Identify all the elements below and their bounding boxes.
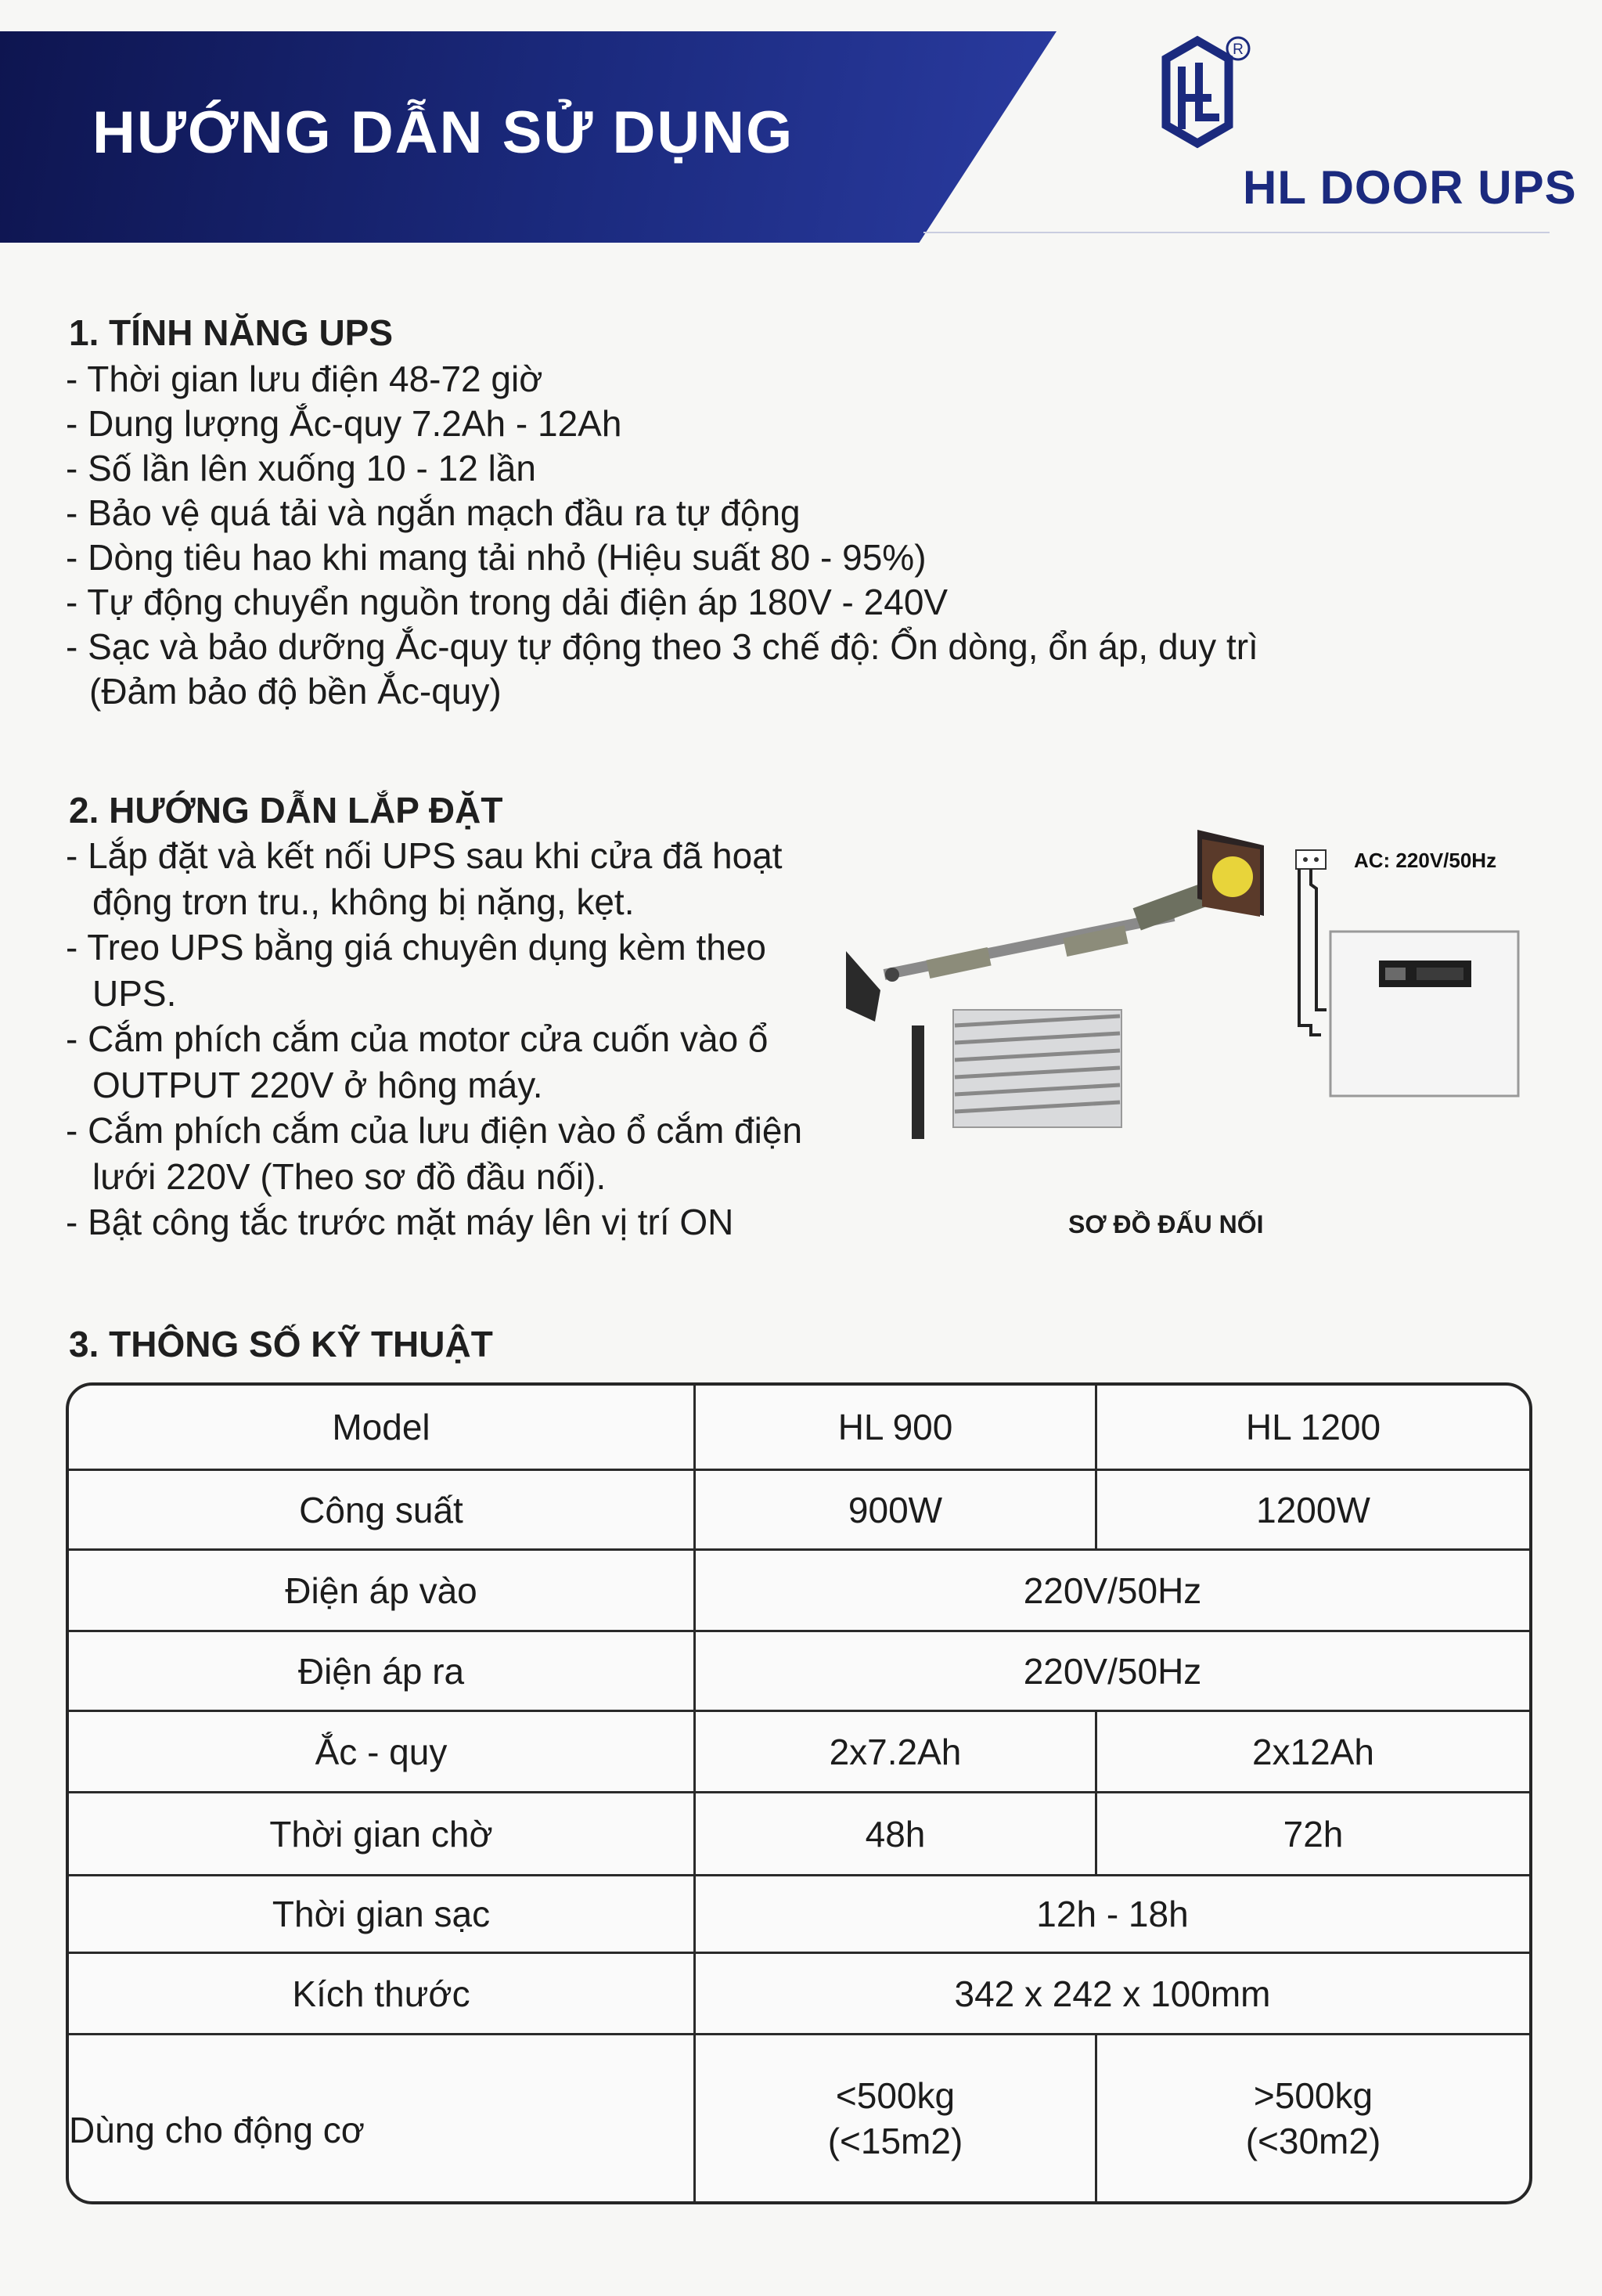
table-cell-line: (<15m2) (827, 2121, 963, 2161)
spec-table (66, 1382, 1532, 2204)
list-item: - Số lần lên xuống 10 - 12 lần (66, 448, 536, 488)
table-row-label: Công suất (69, 1471, 696, 1551)
install-list (66, 833, 802, 1245)
list-item: - Dòng tiêu hao khi mang tải nhỏ (Hiệu suất 80 - 95%) (66, 537, 927, 578)
wiring-diagram (837, 814, 1542, 1159)
list-item: - Sạc và bảo dưỡng Ắc-quy tự động theo 3 chế độ: Ổn dòng, ổn áp, duy trì (66, 626, 1258, 667)
table-cell: 72h (1097, 1793, 1529, 1876)
list-item: - Bật công tắc trước mặt máy lên vị trí ON (66, 1202, 734, 1242)
table-cell-line: (<30m2) (1245, 2121, 1381, 2161)
table-cell: 48h (696, 1793, 1097, 1876)
table-cell: 12h - 18h (696, 1876, 1529, 1954)
page-title: HƯỚNG DẪN SỬ DỤNG (92, 99, 794, 166)
list-item: - Bảo vệ quá tải và ngắn mạch đầu ra tự động (66, 492, 801, 533)
table-header-cell: HL 1200 (1097, 1386, 1529, 1471)
door-curtain-icon (953, 1010, 1121, 1127)
guide-post-icon (912, 1025, 924, 1139)
wall-socket-icon (1296, 850, 1326, 869)
list-item: - Dung lượng Ắc-quy 7.2Ah - 12Ah (66, 403, 622, 444)
motor-icon (1197, 830, 1264, 917)
header (0, 0, 1602, 235)
table-cell-line: <500kg (835, 2075, 956, 2116)
table-row-label: Dùng cho động cơ (69, 2035, 696, 2201)
diagram-caption: SƠ ĐỒ ĐẤU NỐI (1068, 1210, 1264, 1238)
table-cell: 900W (696, 1471, 1097, 1551)
table-header-cell: Model (69, 1386, 696, 1471)
table-cell: 220V/50Hz (696, 1551, 1529, 1632)
list-item: động trơn tru., không bị nặng, kẹt. (92, 881, 635, 922)
list-item: OUTPUT 220V ở hông máy. (92, 1064, 543, 1105)
table-cell: 1200W (1097, 1471, 1529, 1551)
ups-unit-icon (1330, 932, 1518, 1096)
list-item: - Thời gian lưu điện 48-72 giờ (66, 359, 543, 399)
door-shaft-icon (884, 885, 1207, 982)
list-item: (Đảm bảo độ bền Ắc-quy) (89, 671, 502, 712)
section3-title: 3. THÔNG SỐ KỸ THUẬT (69, 1324, 493, 1364)
table-row-label: Ắc - quy (69, 1712, 696, 1793)
ac-label: AC: 220V/50Hz (1354, 849, 1497, 872)
table-row-label: Điện áp ra (69, 1632, 696, 1712)
section2-title: 2. HƯỚNG DẪN LẮP ĐẶT (69, 790, 503, 831)
header-divider (923, 232, 1550, 233)
list-item: - Tự động chuyển nguồn trong dải điện áp 180V - 240V (66, 582, 949, 622)
power-cable (1311, 869, 1327, 1010)
list-item: UPS. (92, 972, 177, 1014)
list-item: - Cắm phích cắm của motor cửa cuốn vào ổ (66, 1018, 769, 1059)
table-cell: 2x7.2Ah (696, 1712, 1097, 1793)
list-item: - Lắp đặt và kết nối UPS sau khi cửa đã hoạt (66, 835, 783, 876)
table-cell-line: >500kg (1253, 2075, 1373, 2116)
table-header-cell: HL 900 (696, 1386, 1097, 1471)
table-cell (1097, 2035, 1529, 2201)
list-item: lưới 220V (Theo sơ đồ đầu nối). (92, 1155, 607, 1197)
registered-mark: R (1233, 41, 1244, 58)
table-cell: 342 x 242 x 100mm (696, 1954, 1529, 2035)
hl-logo-icon (1119, 31, 1260, 180)
table-row-label: Kích thước (69, 1954, 696, 2035)
brand-name: HL DOOR UPS (1243, 161, 1577, 214)
table-cell (696, 2035, 1097, 2201)
table-row-label: Thời gian chờ (69, 1793, 696, 1876)
table-row-label: Thời gian sạc (69, 1876, 696, 1954)
left-bracket-icon (846, 951, 880, 1022)
list-item: - Cắm phích cắm của lưu điện vào ổ cắm điện (66, 1110, 803, 1151)
section1-title: 1. TÍNH NĂNG UPS (69, 312, 394, 353)
features-list (66, 357, 1258, 714)
table-row-label: Điện áp vào (69, 1551, 696, 1632)
table-cell: 220V/50Hz (696, 1632, 1529, 1712)
table-cell: 2x12Ah (1097, 1712, 1529, 1793)
list-item: - Treo UPS bằng giá chuyên dụng kèm theo (66, 927, 767, 968)
